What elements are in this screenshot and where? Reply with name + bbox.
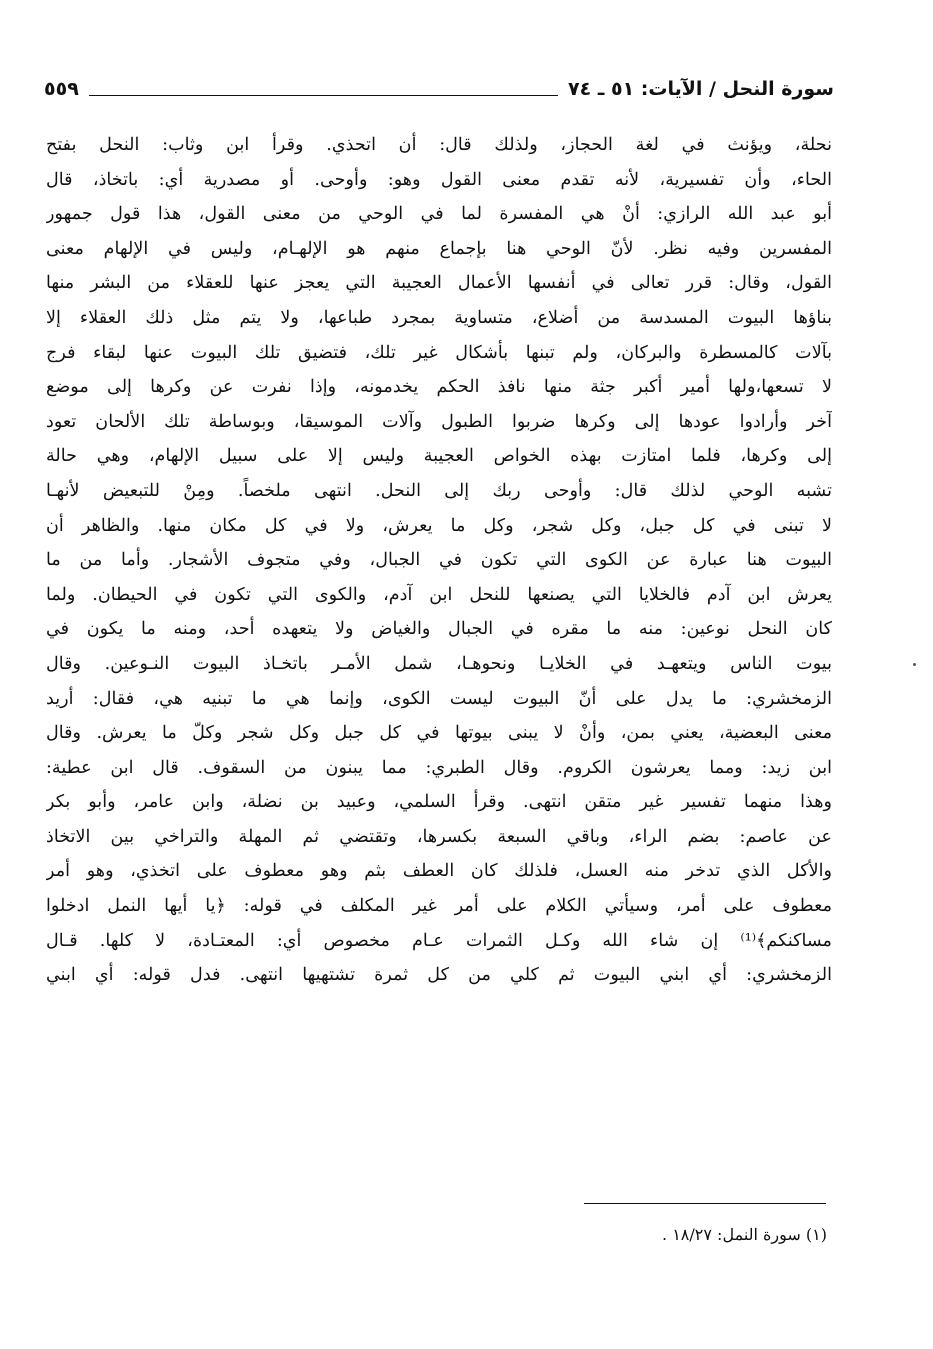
- scan-speck: [913, 663, 916, 666]
- running-header: [44, 74, 834, 104]
- page-number: ٥٥٩: [44, 78, 79, 100]
- header-rule: [89, 95, 558, 96]
- text-line: بناؤها البيوت المسدسة من أضلاع، متساوية بمجرد طباعها، ولا يتم مثل ذلك العقلاء إلا: [46, 307, 832, 328]
- text-line: كان النحل نوعين: منه ما مقره في الجبال والغياض ولا يتعهده أحد، ومنه ما يكون في: [46, 619, 832, 640]
- text-line: تشبه الوحي لذلك قال: وأوحى ربك إلى النحل. انتهى ملخصاً. ومِنْ للتبعيض لأنهـا: [46, 480, 832, 501]
- text-line: والأكل الذي تدخر منه العسل، فلذلك كان العطف بثم وهو معطوف على اتخذي، وهو أمر: [46, 861, 832, 882]
- footnote-rule: [584, 1203, 826, 1204]
- text-line: الحاء، وأن تفسيرية، لأنه تقدم معنى القول وهو: وأوحى. أو مصدرية أي: باتخاذ، قال: [46, 169, 832, 190]
- text-line: مساكنكم﴾⁽¹⁾ إن شاء الله وكـل الثمرات عـام مخصوص أي: المعتـادة، لا كلها. قـال: [46, 930, 832, 951]
- text-line: لا تسعها،ولها أمير أكبر جثة منها نافذ الحكم يخدمونه، وإذا نفرت عن وكرها إلى موضع: [46, 377, 832, 398]
- text-line: معطوف على أمر، وسيأتي الكلام على أمر غير المكلف في قوله: ﴿يا أيها النمل ادخلوا: [46, 896, 832, 917]
- text-line: نحلة، ويؤنث في لغة الحجاز، ولذلك قال: أن اتحذي. وقرأ ابن وثاب: النحل بفتح: [46, 135, 832, 155]
- text-line: يعرش ابن آدم فالخلايا التي يصنعها للنحل ابن آدم، والكوى التي تكون في الحيطان. ولما: [46, 584, 832, 605]
- text-line: وهذا منهما تفسير غير متقن انتهى. وقرأ السلمي، وعبيد بن نضلة، وابن عامر، وأبو بكر: [46, 792, 832, 813]
- text-line: المفسرين وفيه نظر. لأنّ الوحي هنا بإجماع منهم هو الإلهـام، وليس في الإلهام معنى: [46, 238, 832, 259]
- text-line: إلى وكرها، فلما امتازت بهذه الخواص العجيبة وليس إلا على سبيل الإلهام، وهي حالة: [46, 446, 832, 467]
- text-line: بآلات كالمسطرة والبركان، ولم تبنها بأشكال غير تلك، فتضيق تلك البيوت عنها لبقاء فرج: [46, 342, 832, 363]
- text-line: الزمخشري: أي ابني البيوت ثم كلي من كل ثمرة تشتهيها انتهى. فدل قوله: أي ابني: [46, 965, 832, 986]
- text-line: بيوت الناس ويتعهـد في الخلايـا ونحوهـا، شمل الأمـر باتخـاذ البيوت النـوعين. وقال: [46, 653, 832, 674]
- text-line: القول، وقال: قرر تعالى في أنفسها الأعمال العجيبة التي يعجز عنها للعقلاء من البشر منها: [46, 273, 832, 294]
- text-line: البيوت هنا عبارة عن الكوى التي تكون في الجبال، وفي متجوف الأشجار. وأما من ما: [46, 550, 832, 571]
- footnote: (١) سورة النمل: ١٨/٢٧ .: [662, 1225, 827, 1244]
- text-line: عن عاصم: بضم الراء، وباقي السبعة بكسرها، وتقتضي ثم المهلة والتراخي بين الاتخاذ: [46, 826, 832, 847]
- text-line: ابن زيد: ومما يعرشون الكروم. وقال الطبري: مما يبنون من السقوف. قال ابن عطية:: [46, 757, 832, 778]
- text-line: آخر وأرادوا عودها إلى وكرها ضربوا الطبول وآلات الموسيقا، وبوساطة تلك الألحان تعود: [46, 411, 832, 432]
- surah-title: سورة النحل / الآيات: ٥١ ـ ٧٤: [568, 78, 834, 100]
- text-line: أبو عبد الله الرازي: أنْ هي المفسرة لما في الوحي من معنى القول، هذا قول جمهور: [46, 204, 832, 225]
- text-line: لا تبنى في كل جبل، وكل شجر، وكل ما يعرش، ولا في كل مكان منها. والظاهر أن: [46, 515, 832, 536]
- text-line: معنى البعضية، يعني بمن، وأنْ لا يبنى بيوتها في كل جبل وكل شجر وكلّ ما يعرش. وقال: [46, 723, 832, 744]
- text-line: الزمخشري: ما يدل على أنّ البيوت ليست الكوى، وإنما هي ما تبنيه هي، فقال: أريد: [46, 688, 832, 709]
- main-text: [46, 128, 832, 993]
